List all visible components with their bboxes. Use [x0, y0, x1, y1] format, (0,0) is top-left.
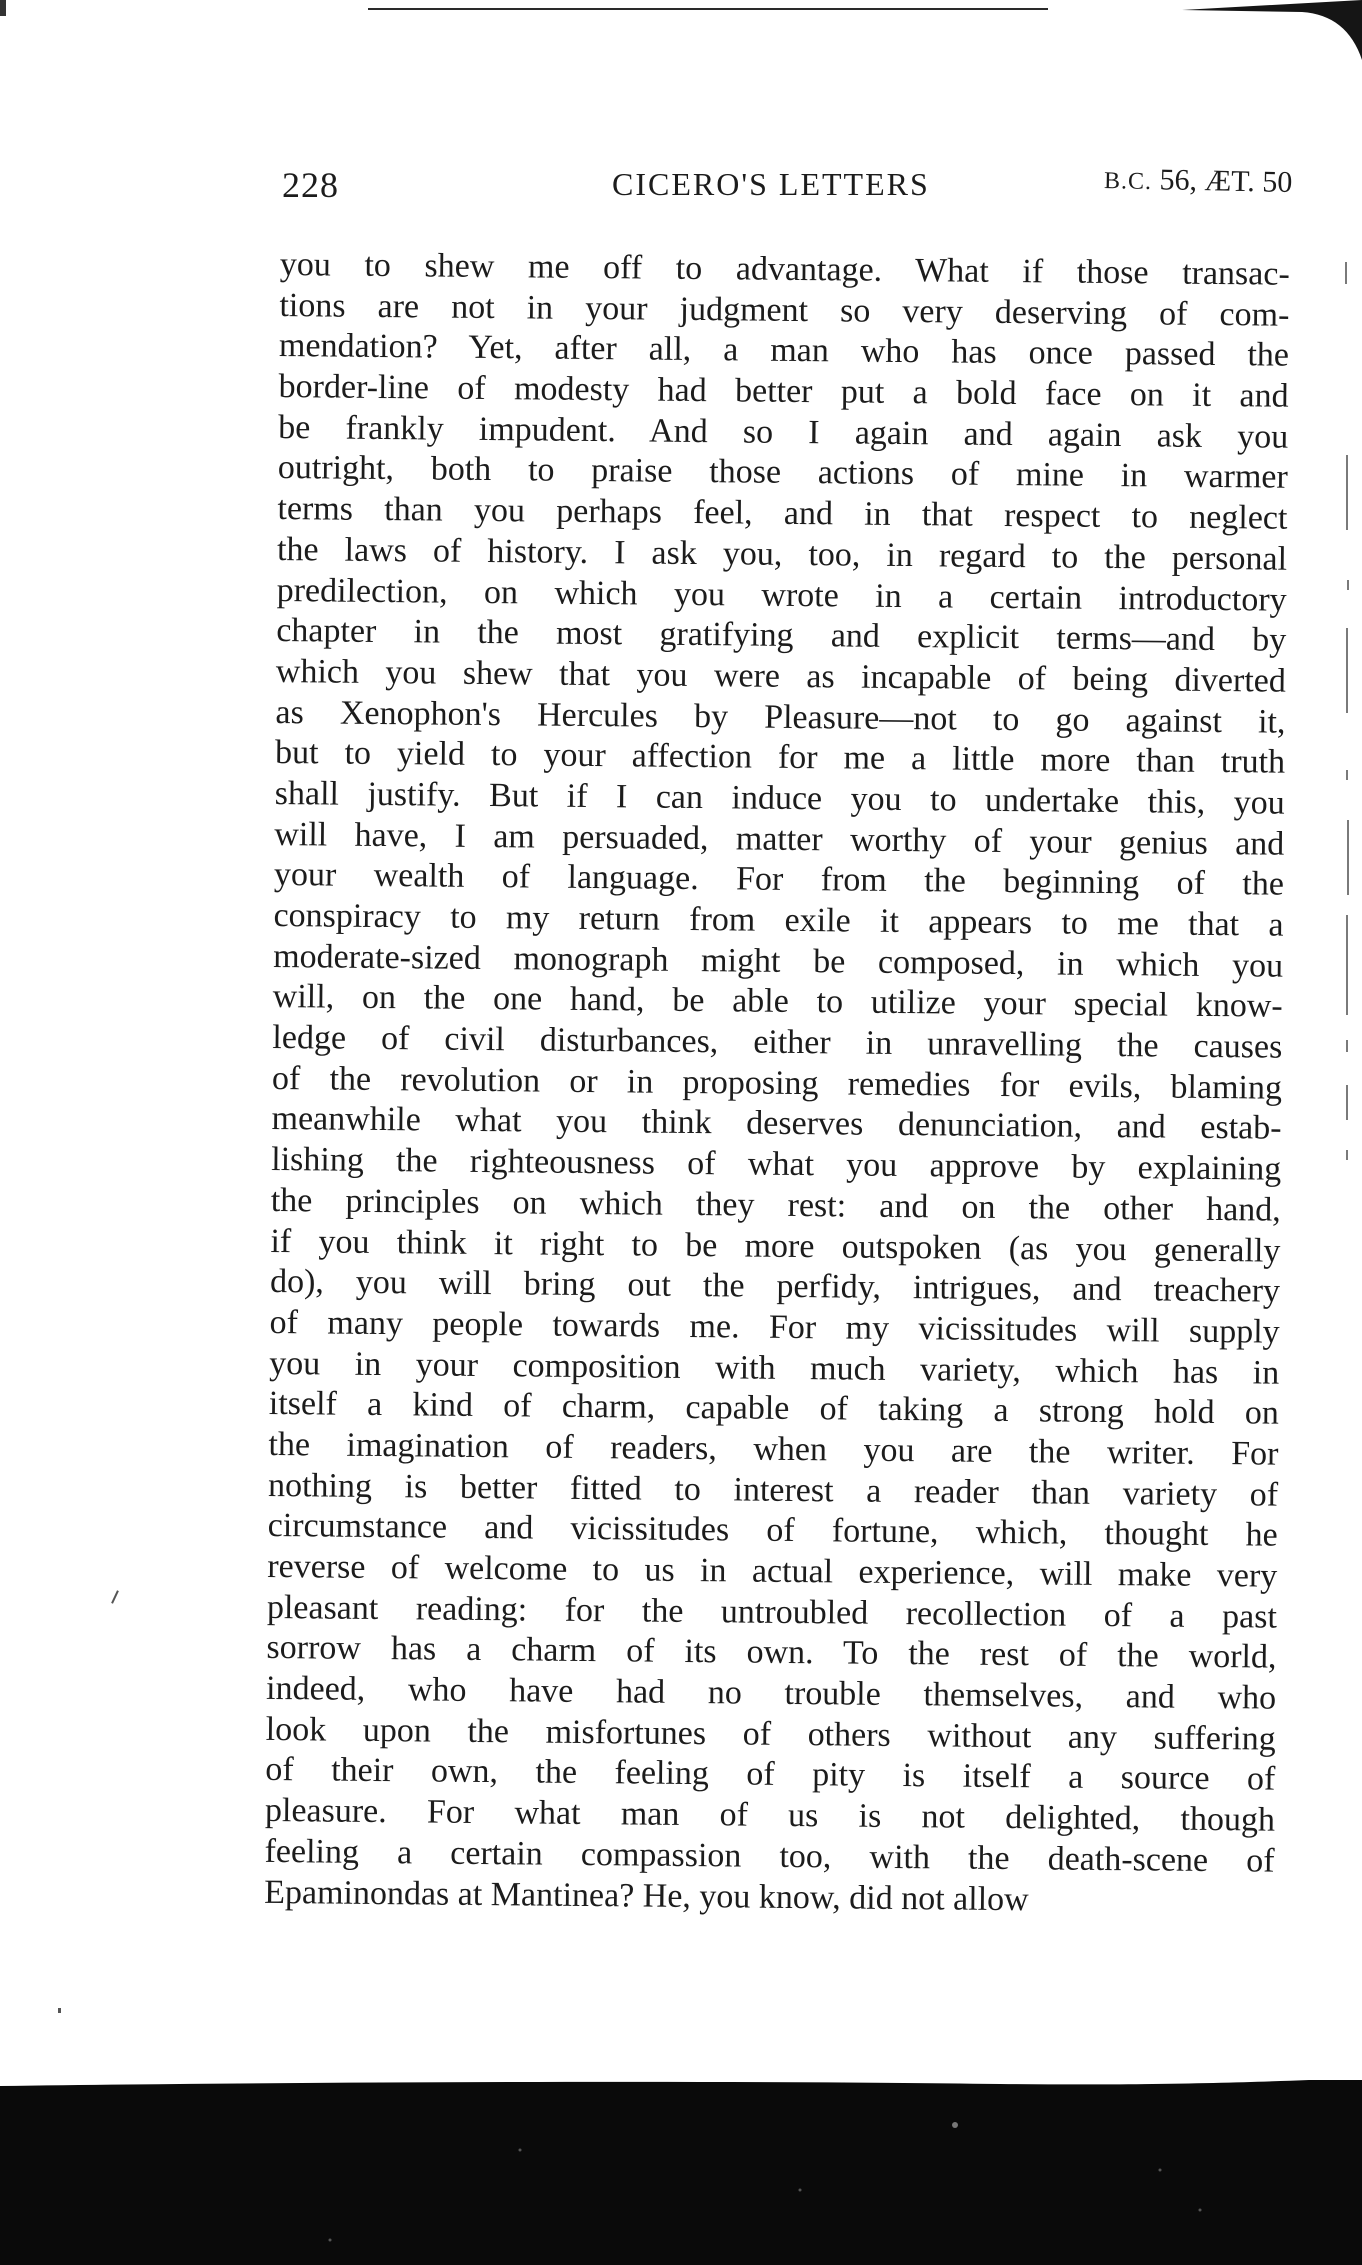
- scan-edge-mark: [0, 0, 6, 16]
- text-line: Epaminondas at Mantinea? He, you know, did not allow: [264, 1873, 1029, 1918]
- running-date: [1103, 162, 1292, 200]
- margin-mark: [1346, 915, 1348, 1015]
- text-line: of the revolution or in proposing remedies for evils, blaming: [271, 1059, 1283, 1107]
- margin-dot: [58, 2008, 61, 2013]
- text-line: sorrow has a charm of its own. To the rest of the world,: [266, 1629, 1277, 1677]
- text-line: reverse of welcome to us in actual experience, will make very: [267, 1547, 1278, 1595]
- margin-mark: [1346, 455, 1348, 530]
- margin-mark: [1347, 580, 1349, 590]
- text-line: circumstance and vicissitudes of fortune, which, thought he: [267, 1507, 1278, 1554]
- text-line: look upon the misfortunes of others without any suffering: [265, 1710, 1276, 1758]
- text-line: will, on the one hand, be able to utilize your special know-: [272, 978, 1283, 1026]
- text-line: conspiracy to my return from exile it appears to me that a: [273, 896, 1284, 944]
- text-line: indeed, who have had no trouble themselves, and who: [265, 1669, 1277, 1717]
- text-line: ledge of civil disturbances, either in unravelling the causes: [272, 1019, 1283, 1066]
- text-line: if you think it right to be more outspoken (as you generally: [270, 1222, 1281, 1270]
- margin-mark: [1346, 770, 1348, 780]
- text-line: do), you will bring out the perfidy, intrigues, and treachery: [269, 1263, 1281, 1310]
- scan-corner-shadow: [1182, 0, 1362, 70]
- margin-mark: [1347, 820, 1349, 895]
- margin-mark: [1346, 628, 1348, 713]
- text-line: of many people towards me. For my vicissitudes will supply: [269, 1303, 1280, 1351]
- text-line: the laws of history. I ask you, too, in regard to the personal: [276, 530, 1288, 578]
- text-line: your wealth of language. For from the beginning of the: [273, 856, 1285, 903]
- text-line: which you shew that you were as incapable of being diverted: [275, 652, 1287, 700]
- text-line: mendation? Yet, after all, a man who has once passed the: [278, 327, 1290, 375]
- running-title: CICERO'S LETTERS: [612, 166, 930, 202]
- text-line: as Xenophon's Hercules by Pleasure—not to go against it,: [275, 693, 1286, 741]
- date-prefix: B.C.: [1103, 168, 1152, 196]
- text-line: feeling a certain compassion too, with the death-scene of: [264, 1832, 1275, 1880]
- scan-bottom-shadow: [0, 2080, 1362, 2265]
- text-line: itself a kind of charm, capable of taking a strong hold on: [268, 1385, 1280, 1432]
- running-head: [282, 160, 1292, 210]
- text-line: outright, both to praise those actions of mine in warmer: [277, 449, 1288, 497]
- text-line: chapter in the most gratifying and explicit terms—and by: [276, 612, 1287, 659]
- text-line: moderate-sized monograph might be composed, in which you: [272, 937, 1284, 985]
- text-line: will have, I am persuaded, matter worthy of your genius and: [274, 815, 1285, 863]
- margin-mark: [1345, 262, 1347, 284]
- letter-body-text: [264, 245, 1290, 1923]
- text-line: tions are not in your judgment so very deserving of com-: [279, 286, 1290, 334]
- text-line: border-line of modesty had better put a bold face on it and: [278, 368, 1289, 415]
- margin-tick: [111, 1590, 119, 1604]
- page-number: 228: [282, 165, 339, 205]
- text-line: nothing is better fitted to interest a reader than variety of: [267, 1466, 1279, 1514]
- text-line: you to shew me off to advantage. What if those transac-: [279, 245, 1290, 293]
- text-line: pleasant reading: for the untroubled recollection of a past: [266, 1588, 1278, 1636]
- text-line: predilection, on which you wrote in a certain introductory: [276, 571, 1287, 619]
- text-line: but to yield to your affection for me a little more than truth: [274, 734, 1286, 781]
- text-line: you in your composition with much variety, which has in: [269, 1344, 1280, 1392]
- margin-mark: [1346, 1040, 1348, 1052]
- date-rest: 56, ÆT. 50: [1151, 163, 1293, 199]
- text-line: the imagination of readers, when you are the writer. For: [268, 1425, 1279, 1473]
- text-line: terms than you perhaps feel, and in that respect to neglect: [277, 490, 1288, 537]
- margin-mark: [1346, 1085, 1348, 1120]
- text-line: lishing the righteousness of what you approve by explaining: [271, 1141, 1282, 1188]
- text-line: pleasure. For what man of us is not delighted, though: [264, 1792, 1276, 1839]
- top-rule: [368, 8, 1048, 10]
- text-line: be frankly impudent. And so I again and again ask you: [278, 408, 1289, 456]
- text-line: shall justify. But if I can induce you to undertake this, you: [274, 774, 1285, 822]
- text-line: of their own, the feeling of pity is itself a source of: [265, 1751, 1276, 1799]
- text-line: meanwhile what you think deserves denunciation, and estab-: [271, 1100, 1282, 1148]
- text-line: the principles on which they rest: and on the other hand,: [270, 1181, 1281, 1229]
- margin-mark: [1346, 1150, 1348, 1160]
